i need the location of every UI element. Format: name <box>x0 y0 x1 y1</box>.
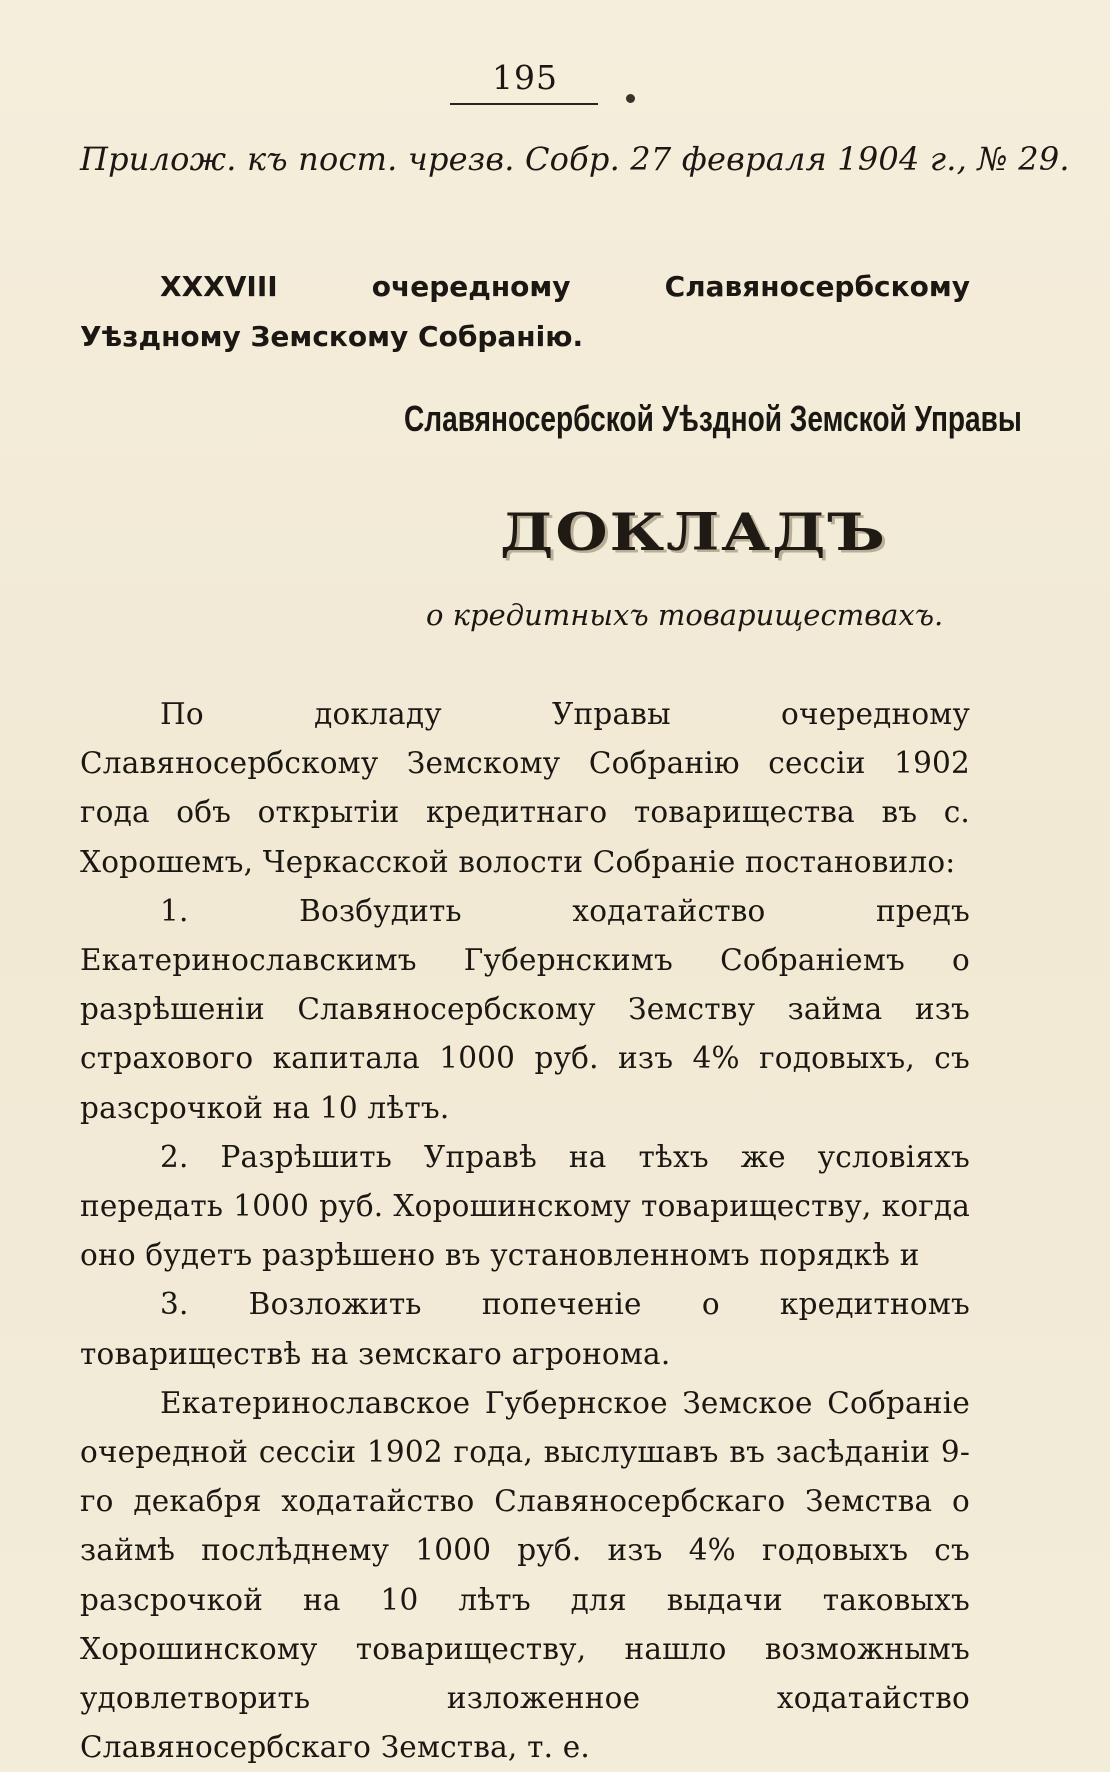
board-name-heading: Славяносербской Уѣздной Земской Управы <box>404 398 1022 439</box>
page-number: 195 <box>492 58 558 97</box>
page-number-rule <box>450 103 598 105</box>
addressee-text: XXXVIII очередному Славяносербскому Уѣздному Земскому Собранію. <box>80 270 970 353</box>
paragraph-item-1: 1. Возбудить ходатайство предъ Екатеринославскимъ Губернскимъ Собраніемъ о разрѣшеніи Славяносербскому Земству займа изъ страхового капитала 1000 руб. изъ 4% годовыхъ, съ разсрочкой на 10 лѣтъ. <box>80 893 970 1125</box>
paragraph-item-2: 2. Разрѣшить Управѣ на тѣхъ же условіяхъ передать 1000 руб. Хорошинскому товариществу, когда оно будетъ разрѣшено въ установленномъ порядкѣ и <box>80 1139 970 1273</box>
body-text <box>80 690 970 1772</box>
document-subject: о кредитныхъ товариществахъ. <box>426 598 944 632</box>
appendix-note: Прилож. къ пост. чрезв. Собр. 27 февраля 1904 г., № 29. <box>80 140 1070 178</box>
paragraph-intro: По докладу Управы очередному Славяносербскому Земскому Собранію сессіи 1902 года объ открытіи кредитнаго товарищества въ с. Хорошемъ, Черкасской волости Собраніе постановило: <box>80 697 970 879</box>
document-title: ДОКЛАДЪ <box>500 503 887 563</box>
paragraph-item-3: 3. Возложить попеченіе о кредитномъ товариществѣ на земскаго агронома. <box>80 1287 970 1371</box>
paragraph-resolution: Екатеринославское Губернское Земское Собраніе очередной сессіи 1902 года, выслушавъ въ засѣданіи 9-го декабря ходатайство Славяносербскаго Земства о займѣ послѣднему 1000 руб. изъ 4% годовыхъ съ разсрочкой на 10 лѣтъ для выдачи таковыхъ Хорошинскому товариществу, нашло возможнымъ удовлетворить изложенное ходатайство Славяносербскаго Земства, т. е. <box>80 1385 970 1765</box>
ink-spot <box>626 94 635 103</box>
addressee-heading <box>80 262 970 362</box>
